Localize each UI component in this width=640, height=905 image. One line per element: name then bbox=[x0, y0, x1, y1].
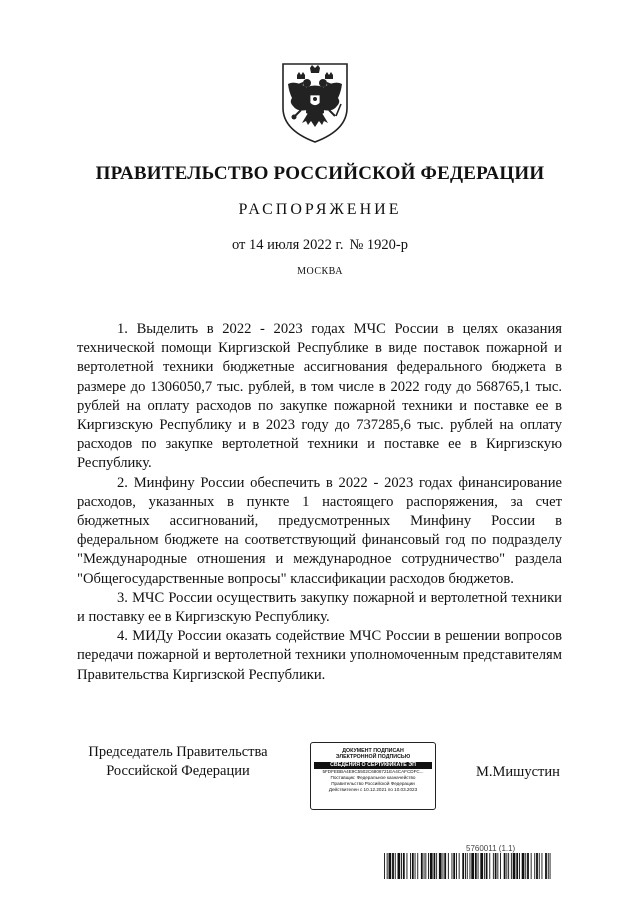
government-title: ПРАВИТЕЛЬСТВО РОССИЙСКОЙ ФЕДЕРАЦИИ bbox=[95, 163, 545, 184]
stamp-certificate: 5FDFEBBA4E9C5502C6806721EA4CAFCDFC... bbox=[322, 769, 424, 774]
order-body bbox=[77, 320, 562, 685]
document-type: РАСПОРЯЖЕНИЕ bbox=[238, 201, 402, 218]
signatory-position bbox=[78, 743, 278, 781]
signatory-position-line2: Российской Федерации bbox=[106, 763, 250, 779]
city: МОСКВА bbox=[297, 266, 343, 277]
stamp-header: СВЕДЕНИЯ О СЕРТИФИКАТЕ ЭП bbox=[314, 762, 432, 769]
stamp-valid: Действителен с 10.12.2021 по 10.03.2023 bbox=[328, 787, 418, 792]
barcode-icon bbox=[384, 853, 554, 879]
paragraph-2: 2. Минфину России обеспечить в 2022 - 2023 годах финансирование расходов, указанных в пункте 1 настоящего распоряжения, за счет бюджетных ассигнований, предусмотренных Минфину России в федеральном бюджете на соответствующий финансовый год по подразделу "Международные отношения и международное сотрудничество" раздела "Общегосударственные вопросы" классификации расходов бюджетов. bbox=[77, 474, 562, 587]
stamp-supplier: Поставщик: Федеральное казначейство bbox=[330, 775, 416, 780]
paragraph-4: 4. МИДу России оказать содействие МЧС России в решении вопросов передачи пожарной и вертолетной техники уполномоченным представителям Правительства Киргизской Республики. bbox=[77, 628, 562, 683]
stamp-line1: ДОКУМЕНТ ПОДПИСАН bbox=[342, 748, 404, 754]
russian-coat-of-arms-icon bbox=[277, 58, 353, 144]
signatory-position-line1: Председатель Правительства bbox=[88, 744, 268, 760]
paragraph-1: 1. Выделить в 2022 - 2023 годах МЧС России в целях оказания технической помощи Киргизской Республике в виде поставок пожарной и вертолетной техники бюджетные ассигнования федерального бюджета в размере до 1306050,7 тыс. рублей, в том числе в 2022 году до 568765,1 тыс. рублей на оплату расходов по закупке пожарной техники и поставке ее в Киргизскую Республику и в 2023 году до 737285,6 тыс. рублей на оплату расходов по закупке вертолетной техники и поставке ее в Киргизскую Республику. bbox=[77, 321, 562, 472]
stamp-line2: ЭЛЕКТРОННОЙ ПОДПИСЬЮ bbox=[335, 754, 411, 760]
document-date-line bbox=[0, 237, 640, 254]
document-code: 5760011 (1.1) bbox=[466, 844, 516, 853]
paragraph-3: 3. МЧС России осуществить закупку пожарной и вертолетной техники и поставку ее в Киргизскую Республику. bbox=[77, 589, 562, 626]
signatory-name: М.Мишустин bbox=[476, 764, 560, 780]
document-number: № 1920-р bbox=[349, 237, 408, 253]
e-signature-stamp bbox=[310, 742, 436, 810]
document-date: от 14 июля 2022 г. bbox=[231, 237, 344, 253]
stamp-owner: Правительство Российской Федерации bbox=[331, 781, 415, 786]
